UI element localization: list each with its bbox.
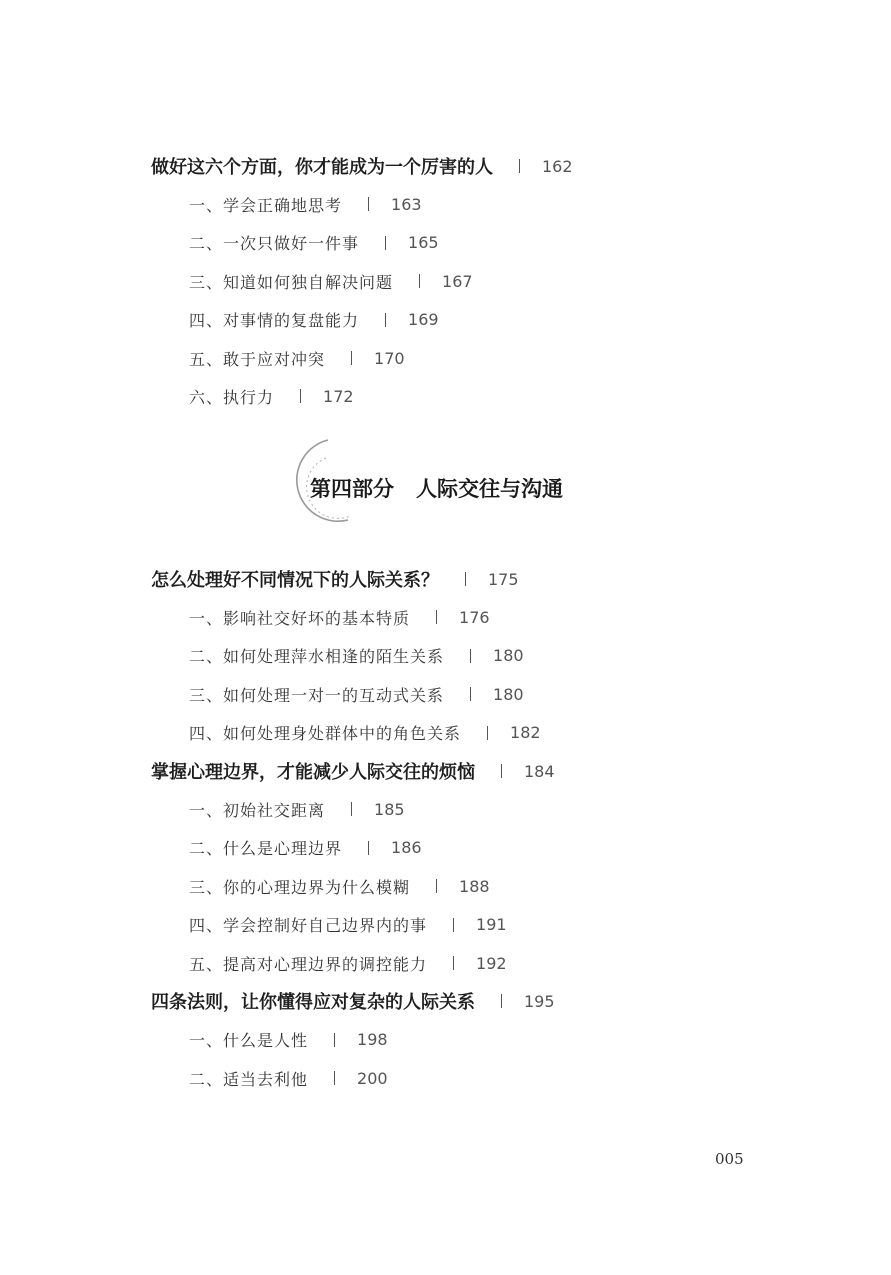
toc-chapter[interactable] bbox=[151, 153, 573, 179]
separator-bar bbox=[453, 956, 454, 970]
toc-section[interactable] bbox=[189, 345, 405, 371]
toc-entry-title: 五、提高对心理边界的调控能力 bbox=[189, 954, 428, 974]
toc-section[interactable] bbox=[189, 950, 507, 976]
toc-entry-title: 做好这六个方面，你才能成为一个厉害的人 bbox=[151, 157, 493, 178]
part-title: 人际交往与沟通 bbox=[416, 477, 563, 501]
toc-section[interactable] bbox=[189, 604, 490, 630]
separator-bar bbox=[436, 610, 437, 624]
toc-entry-page: 176 bbox=[459, 607, 490, 627]
toc-entry-page: 180 bbox=[493, 646, 524, 666]
toc-entry-page: 182 bbox=[510, 723, 541, 743]
toc-entry-page: 195 bbox=[524, 991, 555, 1011]
toc-entry-page: 200 bbox=[357, 1068, 388, 1088]
toc-entry-title: 二、如何处理萍水相逢的陌生关系 bbox=[189, 647, 445, 667]
toc-section[interactable] bbox=[189, 1027, 388, 1053]
toc-entry-title: 怎么处理好不同情况下的人际关系？ bbox=[151, 570, 439, 591]
separator-bar bbox=[351, 802, 352, 816]
toc-entry-title: 一、影响社交好坏的基本特质 bbox=[189, 608, 411, 628]
separator-bar bbox=[470, 649, 471, 663]
part-label: 第四部分 bbox=[310, 477, 394, 501]
separator-bar bbox=[436, 879, 437, 893]
toc-entry-title: 三、如何处理一对一的互动式关系 bbox=[189, 685, 445, 705]
toc-chapter[interactable] bbox=[151, 566, 519, 592]
separator-bar bbox=[453, 918, 454, 932]
separator-bar bbox=[519, 159, 520, 173]
part-heading bbox=[310, 472, 563, 504]
toc-entry-title: 四、学会控制好自己边界内的事 bbox=[189, 916, 428, 936]
toc-entry-title: 二、什么是心理边界 bbox=[189, 839, 343, 859]
toc-entry-page: 165 bbox=[408, 233, 439, 253]
toc-section[interactable] bbox=[189, 643, 524, 669]
separator-bar bbox=[385, 236, 386, 250]
toc-section[interactable] bbox=[189, 835, 422, 861]
toc-section[interactable] bbox=[189, 873, 490, 899]
toc-entry-title: 一、学会正确地思考 bbox=[189, 195, 343, 215]
toc-entry-title: 六、执行力 bbox=[189, 387, 275, 407]
toc-entry-title: 四、对事情的复盘能力 bbox=[189, 311, 360, 331]
toc-section[interactable] bbox=[189, 1065, 388, 1091]
toc-entry-page: 198 bbox=[357, 1030, 388, 1050]
toc-section[interactable] bbox=[189, 681, 524, 707]
toc-section[interactable] bbox=[189, 268, 473, 294]
toc-entry-title: 三、你的心理边界为什么模糊 bbox=[189, 877, 411, 897]
separator-bar bbox=[419, 274, 420, 288]
toc-entry-title: 掌握心理边界，才能减少人际交往的烦恼 bbox=[151, 762, 475, 783]
separator-bar bbox=[470, 687, 471, 701]
toc-chapter[interactable] bbox=[151, 988, 555, 1014]
separator-bar bbox=[465, 572, 466, 586]
toc-entry-page: 167 bbox=[442, 271, 473, 291]
separator-bar bbox=[501, 764, 502, 778]
separator-bar bbox=[334, 1071, 335, 1085]
toc-entry-title: 四条法则，让你懂得应对复杂的人际关系 bbox=[151, 992, 475, 1014]
toc-entry-title: 三、知道如何独自解决问题 bbox=[189, 272, 394, 292]
toc-entry-title: 二、适当去利他 bbox=[189, 1069, 309, 1089]
toc-section[interactable] bbox=[189, 191, 422, 217]
separator-bar bbox=[351, 351, 352, 365]
toc-section[interactable] bbox=[189, 720, 541, 746]
toc-entry-page: 185 bbox=[374, 799, 405, 819]
toc-entry-title: 二、一次只做好一件事 bbox=[189, 234, 360, 254]
separator-bar bbox=[487, 726, 488, 740]
toc-entry-page: 175 bbox=[488, 569, 519, 589]
toc-entry-page: 184 bbox=[524, 761, 555, 781]
separator-bar bbox=[368, 197, 369, 211]
toc-entry-page: 180 bbox=[493, 684, 524, 704]
toc-entry-page: 162 bbox=[542, 156, 573, 176]
toc-section[interactable] bbox=[189, 307, 439, 333]
toc-chapter[interactable] bbox=[151, 758, 555, 784]
toc-entry-page: 170 bbox=[374, 348, 405, 368]
toc-section[interactable] bbox=[189, 230, 439, 256]
separator-bar bbox=[300, 389, 301, 403]
toc-entry-title: 五、敢于应对冲突 bbox=[189, 349, 326, 369]
toc-section[interactable] bbox=[189, 796, 405, 822]
toc-entry-title: 四、如何处理身处群体中的角色关系 bbox=[189, 724, 462, 744]
separator-bar bbox=[501, 994, 502, 1008]
toc-entry-page: 192 bbox=[476, 953, 507, 973]
toc-entry-title: 一、什么是人性 bbox=[189, 1031, 309, 1051]
page-number: 005 bbox=[715, 1150, 744, 1168]
toc-entry-page: 163 bbox=[391, 194, 422, 214]
toc-entry-page: 188 bbox=[459, 876, 490, 896]
toc-entry-page: 172 bbox=[323, 386, 354, 406]
separator-bar bbox=[334, 1033, 335, 1047]
toc-entry-page: 186 bbox=[391, 838, 422, 858]
toc-entry-title: 一、初始社交距离 bbox=[189, 800, 326, 820]
toc-entry-page: 191 bbox=[476, 915, 507, 935]
separator-bar bbox=[385, 313, 386, 327]
separator-bar bbox=[368, 841, 369, 855]
toc-section[interactable] bbox=[189, 912, 507, 938]
toc-section[interactable] bbox=[189, 383, 354, 409]
toc-entry-page: 169 bbox=[408, 310, 439, 330]
